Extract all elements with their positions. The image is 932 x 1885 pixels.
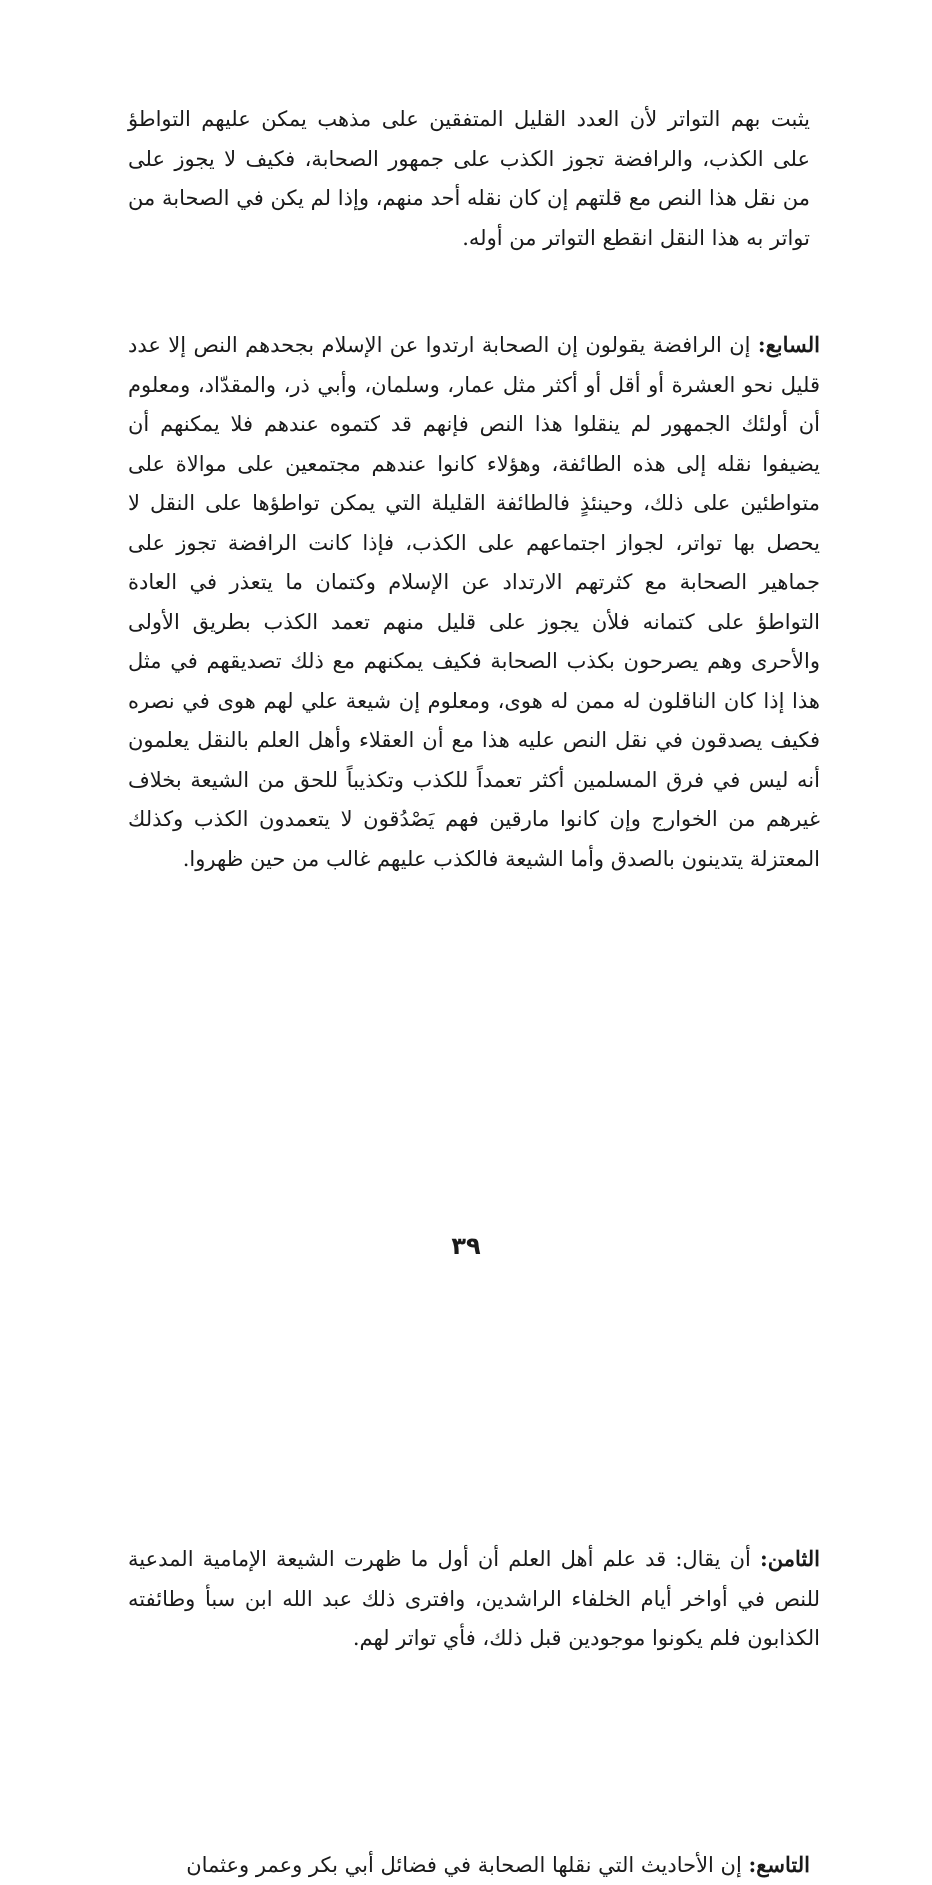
eighth-text: أن يقال: قد علم أهل العلم أن أول ما ظهرت الشيعة الإمامية المدعية للنص في أواخر أيام الخلفاء الراشدين، وافترى ذلك عبد الله ابن سبأ وطائفته الكذابون فلم يكونوا موجودين قبل ذلك، فأي تواتر لهم. [128, 1547, 820, 1650]
seventh-label: السابع: [758, 332, 820, 357]
page-number: ٣٩ [0, 1232, 932, 1260]
intro-text: يثبت بهم التواتر لأن العدد القليل المتفقين على مذهب يمكن عليهم التواطؤ على الكذب، والرافضة تجوز الكذب على جمهور الصحابة، فكيف لا يجوز على من نقل هذا النص مع قلتهم إن كان نقله أحد منهم، وإذا لم يكن في الصحابة من تواتر به هذا النقل انقطع التواتر من أوله. [128, 107, 810, 250]
eighth-label: الثامن: [760, 1546, 820, 1571]
ninth-label: التاسع: [749, 1852, 811, 1877]
ninth-text: إن الأحاديث التي نقلها الصحابة في فضائل أبي بكر وعمر وعثمان [186, 1853, 742, 1877]
seventh-point [128, 325, 820, 879]
seventh-text: إن الرافضة يقولون إن الصحابة ارتدوا عن الإسلام بجحدهم النص إلا عدد قليل نحو العشرة أو أقل أو أكثر مثل عمار، وسلمان، وأبي ذر، والمقدّاد، ومعلوم أن أولئك الجمهور لم ينقلوا هذا النص فإنهم قد كتموه عندهم فلا يمكنهم أن يضيفوا نقله إلى هذه الطائفة، وهؤلاء كانوا عندهم مجتمعين على موالاة على متواطئين على ذلك، وحينئذٍ فالطائفة القليلة التي يمكن تواطؤها على النقل لا يحصل بها تواتر، لجواز اجتماعهم على الكذب، فإذا كانت الرافضة تجوز على جماهير الصحابة مع كثرتهم الارتداد عن الإسلام وكتمان ما يتعذر في العادة التواطؤ على كتمانه فلأن يجوز على قليل منهم تعمد الكذب بطريق الأولى والأحرى وهم يصرحون بكذب الصحابة فكيف يمكنهم مع ذلك تصديقهم في مثل هذا إذا كان الناقلون له ممن له هوى، ومعلوم إن شيعة علي لهم هوى في نصره فكيف يصدقون في نقل النص عليه هذا مع أن العقلاء وأهل العلم بالنقل يعلمون أنه ليس في فرق المسلمين أكثر تعمداً للكذب وتكذيباً للحق من الشيعة بخلاف غيرهم من الخوارج وإن كانوا مارقين فهم يَصْدُقون لا يتعمدون الكذب وكذلك المعتزلة يتدينون بالصدق وأما الشيعة فالكذب عليهم غالب من حين ظهروا. [128, 333, 820, 871]
intro-paragraph [128, 100, 810, 258]
eighth-point [128, 1539, 820, 1659]
ninth-point [128, 1845, 810, 1885]
